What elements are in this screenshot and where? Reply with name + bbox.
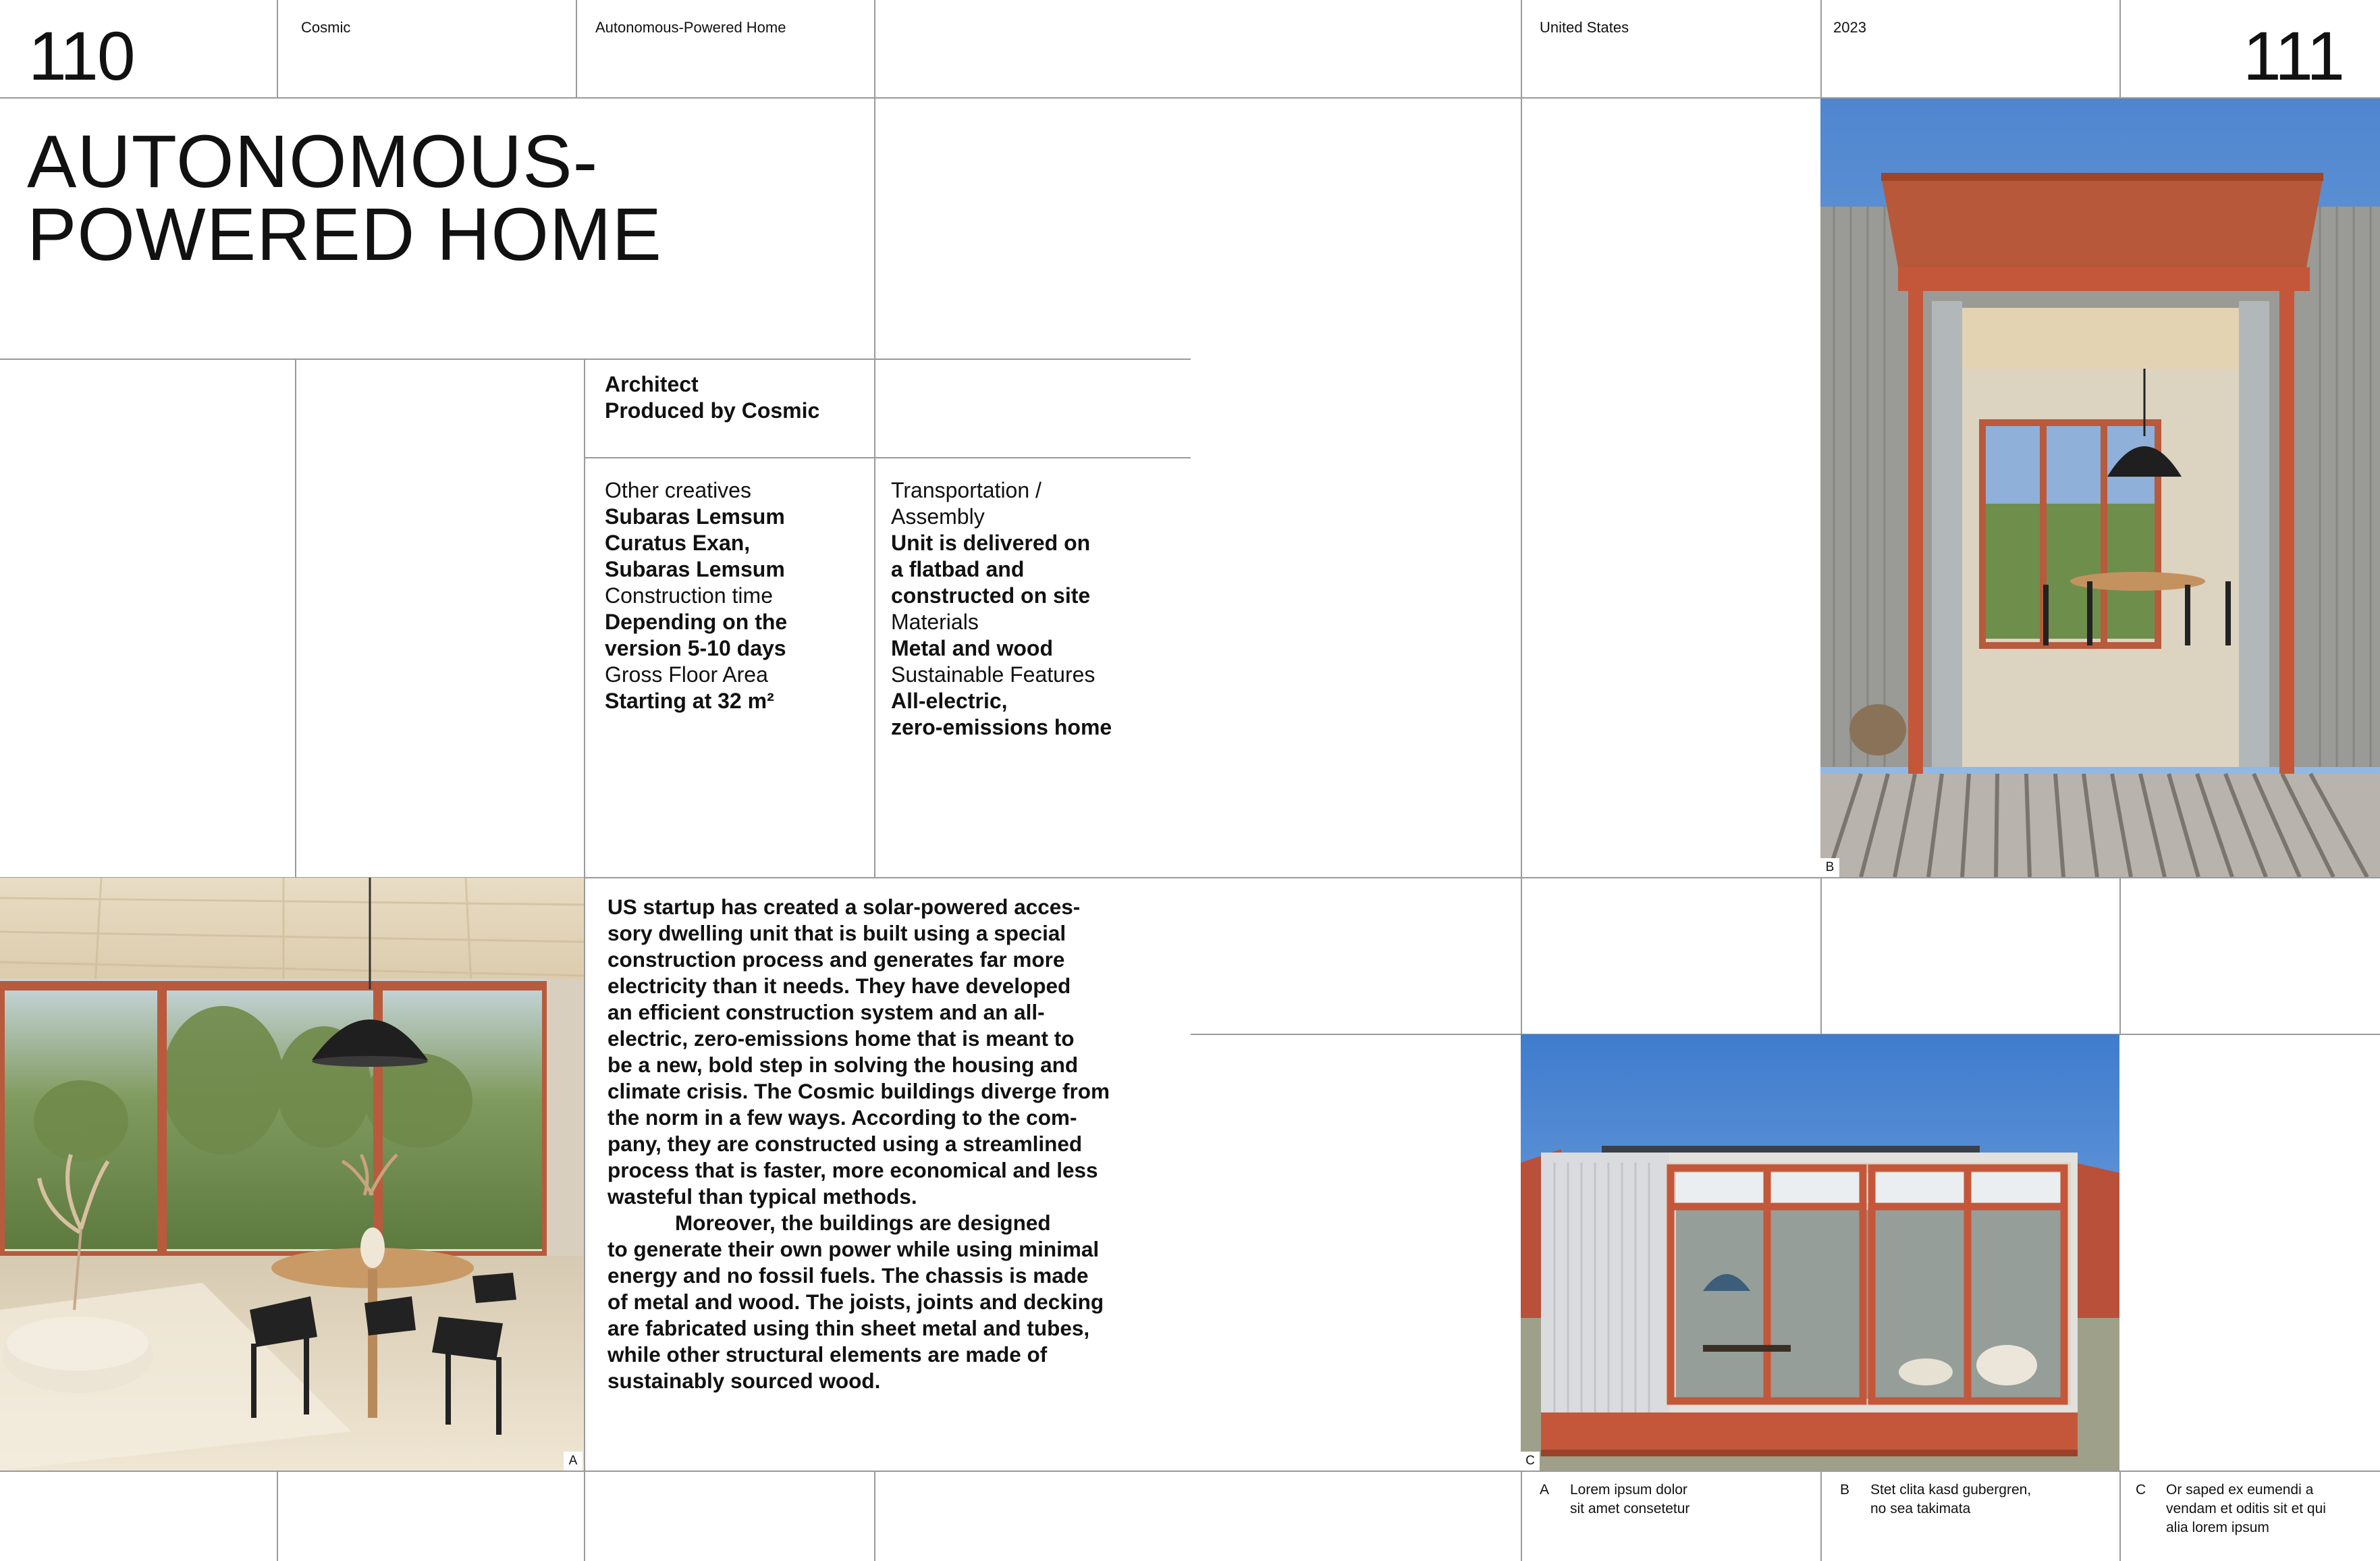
header-project: Autonomous-Powered Home bbox=[595, 19, 786, 36]
details-right bbox=[891, 477, 1181, 741]
body-line: Moreover, the buildings are designed bbox=[675, 1211, 1051, 1235]
caption-line: Stet clita kasd gubergren, bbox=[1870, 1482, 2032, 1498]
header-studio: Cosmic bbox=[301, 19, 351, 36]
porch-illustration bbox=[1820, 99, 2380, 877]
detail-label: Sustainable Features bbox=[891, 662, 1096, 687]
body-line: be a new, bold step in solving the housing and bbox=[607, 1053, 1079, 1077]
detail-value: Depending on the bbox=[605, 610, 788, 634]
photo-b-porch bbox=[1820, 99, 2380, 877]
caption-letter: A bbox=[1540, 1482, 1550, 1498]
caption-line: Or saped ex eumendi a bbox=[2166, 1482, 2314, 1498]
page-title bbox=[27, 120, 662, 276]
detail-value: version 5-10 days bbox=[605, 636, 786, 660]
body-line: energy and no fossil fuels. The chassis is made bbox=[607, 1263, 1089, 1288]
exterior-illustration bbox=[1521, 1034, 2119, 1471]
body-line: climate crisis. The Cosmic buildings diverge from bbox=[607, 1079, 1110, 1103]
caption-line: Lorem ipsum dolor bbox=[1570, 1482, 1687, 1498]
detail-label: Other creatives bbox=[605, 478, 751, 502]
detail-label: Materials bbox=[891, 610, 979, 634]
detail-value: All-electric, bbox=[891, 689, 1008, 713]
detail-label: Gross Floor Area bbox=[605, 662, 768, 687]
body-line: an efficient construction system and an all- bbox=[607, 1000, 1045, 1024]
detail-value: Unit is delivered on bbox=[891, 531, 1091, 555]
body-line: wasteful than typical methods. bbox=[607, 1184, 917, 1209]
title-line-2: POWERED HOME bbox=[27, 192, 662, 276]
body-paragraph-1 bbox=[607, 894, 1141, 1210]
body-line: while other structural elements are made of bbox=[607, 1342, 1048, 1367]
body-line: of metal and wood. The joists, joints and decking bbox=[607, 1290, 1104, 1314]
interior-illustration bbox=[0, 878, 584, 1471]
title-line-1: AUTONOMOUS- bbox=[27, 120, 599, 203]
caption-letter: C bbox=[2136, 1482, 2146, 1498]
body-line: electric, zero-emissions home that is meant to bbox=[607, 1026, 1075, 1051]
caption-a bbox=[1540, 1481, 1810, 1518]
caption-line: alia lorem ipsum bbox=[2166, 1520, 2269, 1535]
body-paragraph-2 bbox=[607, 1210, 1141, 1394]
detail-value: Subaras Lemsum bbox=[605, 557, 785, 581]
caption-letter: B bbox=[1840, 1482, 1850, 1498]
caption-line: no sea takimata bbox=[1870, 1501, 1971, 1516]
detail-value: zero-emissions home bbox=[891, 715, 1112, 739]
detail-label: Transportation / bbox=[891, 478, 1042, 502]
caption-line: sit amet consetetur bbox=[1570, 1501, 1690, 1516]
detail-value: constructed on site bbox=[891, 583, 1091, 608]
caption-c bbox=[2136, 1481, 2372, 1537]
body-line: sustainably sourced wood. bbox=[607, 1369, 881, 1393]
body-line: pany, they are constructed using a streamlined bbox=[607, 1132, 1083, 1156]
details-left bbox=[605, 477, 861, 714]
header-country: United States bbox=[1540, 19, 1629, 36]
caption-b bbox=[1840, 1481, 2110, 1518]
detail-value: Metal and wood bbox=[891, 636, 1053, 660]
body-line: US startup has created a solar-powered acces- bbox=[607, 895, 1081, 919]
page-number-left: 110 bbox=[28, 18, 134, 95]
body-line: process that is faster, more economical and less bbox=[607, 1158, 1098, 1182]
detail-value: Subaras Lemsum bbox=[605, 504, 785, 529]
photo-b-badge: B bbox=[1820, 858, 1839, 877]
photo-a-badge: A bbox=[564, 1452, 583, 1471]
detail-value: Starting at 32 m² bbox=[605, 689, 774, 713]
caption-line: vendam et oditis sit et qui bbox=[2166, 1501, 2326, 1516]
page-number-right: 111 bbox=[2242, 18, 2344, 95]
body-line: the norm in a few ways. According to the com- bbox=[607, 1105, 1077, 1130]
architect-block bbox=[605, 371, 819, 424]
body-line: are fabricated using thin sheet metal and tubes, bbox=[607, 1316, 1090, 1340]
detail-label: Construction time bbox=[605, 583, 773, 608]
photo-c-badge: C bbox=[1521, 1452, 1540, 1471]
detail-value: Curatus Exan, bbox=[605, 531, 751, 555]
body-line: sory dwelling unit that is built using a special bbox=[607, 921, 1066, 945]
body-line: construction process and generates far more bbox=[607, 947, 1065, 972]
photo-a-interior bbox=[0, 878, 584, 1471]
photo-c-exterior bbox=[1521, 1034, 2119, 1471]
body-text bbox=[607, 894, 1141, 1394]
header-year: 2023 bbox=[1833, 19, 1866, 36]
detail-label: Assembly bbox=[891, 504, 985, 529]
detail-value: a flatbad and bbox=[891, 557, 1025, 581]
architect-value: Produced by Cosmic bbox=[605, 398, 820, 423]
body-line: electricity than it needs. They have developed bbox=[607, 974, 1071, 998]
architect-label: Architect bbox=[605, 372, 699, 396]
body-line: to generate their own power while using minimal bbox=[607, 1237, 1100, 1261]
